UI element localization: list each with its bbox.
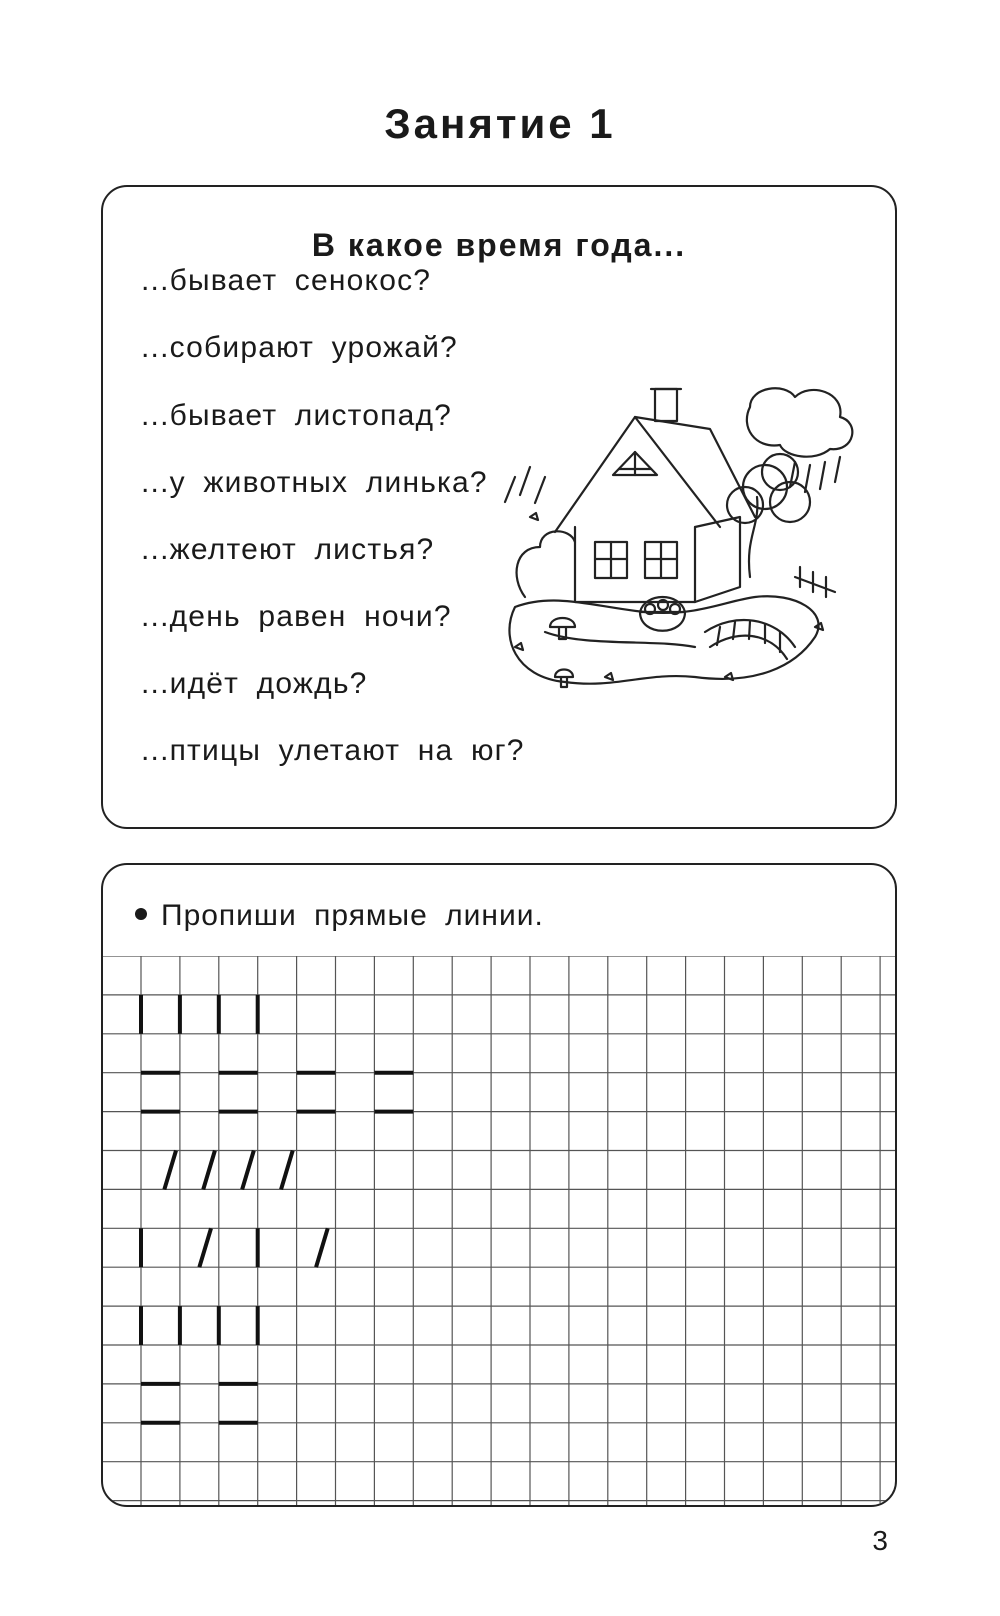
seasons-heading: В какое время года... (311, 227, 687, 263)
question-item: ...птицы улетают на юг? (141, 734, 525, 767)
sample-stroke (281, 1151, 293, 1190)
question-item: ...день равен ночи? (141, 600, 452, 633)
sample-stroke (199, 1228, 211, 1267)
instruction (135, 899, 544, 933)
sample-stroke (242, 1151, 254, 1190)
autumn-house-icon (495, 377, 865, 707)
instruction-text: Пропиши прямые линии. (161, 899, 544, 932)
page-title: Занятие 1 (384, 100, 616, 147)
question-item: ...желтеют листья? (141, 533, 435, 566)
bullet-icon (135, 908, 147, 920)
question-item: ...собирают урожай? (141, 331, 458, 364)
page-number: 3 (872, 1525, 888, 1556)
seasons-questions-box (101, 185, 897, 829)
question-item: ...у животных линька? (141, 466, 488, 499)
sample-stroke (203, 1151, 215, 1190)
copybook-grid (103, 956, 897, 1507)
question-item: ...идёт дождь? (141, 667, 368, 700)
question-item: ...бывает листопад? (141, 399, 453, 432)
lines-practice-box (101, 863, 897, 1507)
question-item: ...бывает сенокос? (141, 264, 432, 297)
sample-stroke (316, 1228, 328, 1267)
sample-stroke (164, 1151, 176, 1190)
